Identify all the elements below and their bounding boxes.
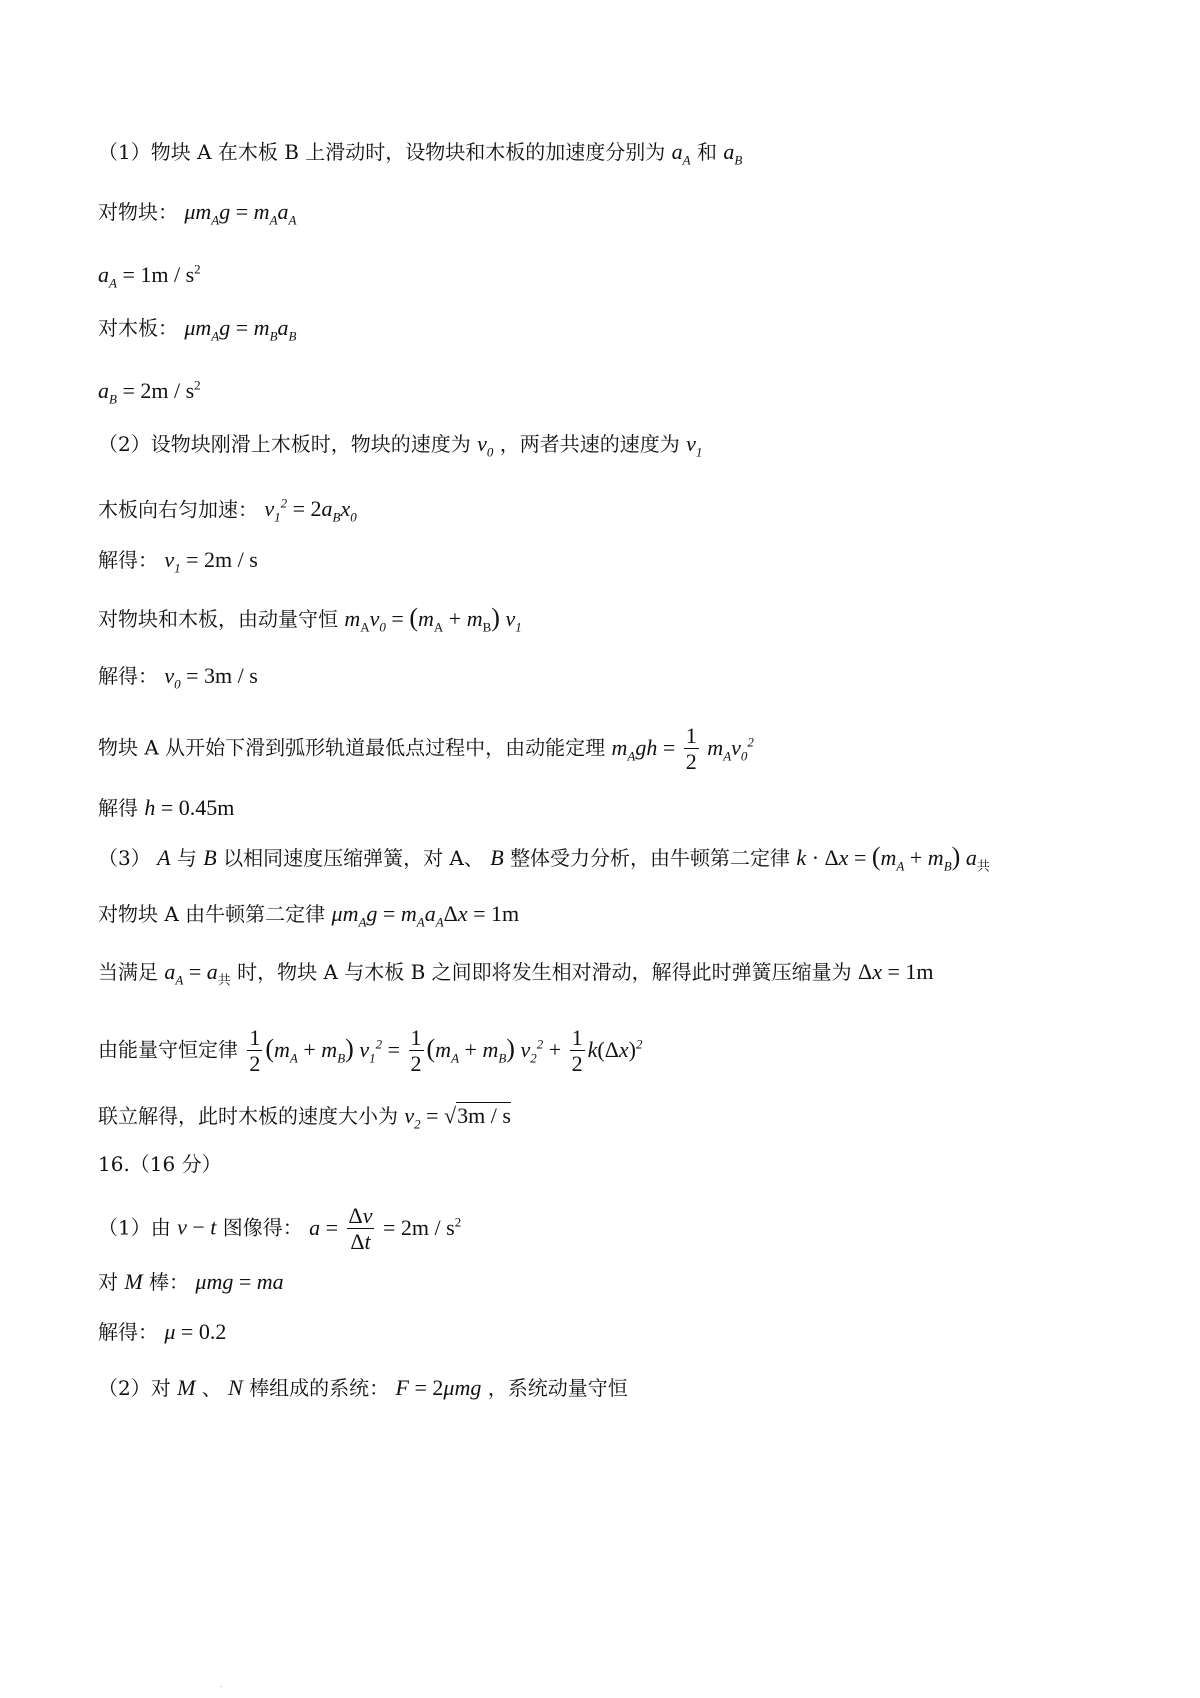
text: 、 (201, 1376, 222, 1400)
line-15 (98, 958, 934, 994)
line-10 (98, 662, 258, 698)
math-eq-board: $\mu m_Ag = m_Ba_B$ (184, 315, 297, 344)
line-8 (98, 546, 258, 582)
footer-mark: . (220, 1680, 223, 1689)
text: （2）对 (98, 1376, 171, 1400)
text: 解得： (98, 1320, 158, 1344)
line-2 (98, 198, 296, 234)
line-4 (98, 314, 296, 350)
math-v1-result: $v_1 = 2m / s$ (164, 547, 258, 576)
math-momentum: $m_Av_0 = (m_A + m_B)$ $v_1$ (344, 603, 522, 635)
text: 解得 (98, 796, 138, 820)
text: （1）物块 A 在木板 B 上滑动时，设物块和木板的加速度分别为 (98, 140, 666, 164)
line-11 (98, 724, 754, 775)
math-newton-block: $\mu m_Ag = m_Aa_A\Delta x = 1m$ (331, 901, 520, 930)
text: （2）设物块刚滑上木板时，物块的速度为 (98, 432, 471, 456)
math-eq-block: $\mu m_Ag = m_Aa_A$ (184, 199, 297, 228)
line-9 (98, 604, 522, 641)
math-kinematics: $v_1^2 = 2a_Bx_0$ (264, 496, 357, 525)
text: （3） (98, 846, 151, 870)
text: 对物块： (98, 200, 178, 224)
question-16-heading (98, 1150, 222, 1178)
text: 当满足 (98, 960, 158, 984)
math-vt: v − t (177, 1214, 217, 1240)
text: 对 (98, 1270, 118, 1294)
text: 和 (696, 140, 717, 164)
text: 整体受力分析，由牛顿第二定律 (510, 846, 791, 870)
math-B2: B (490, 845, 504, 870)
math-v1: $v_1$ (686, 431, 703, 460)
math-aA: $a_A$ (671, 139, 691, 168)
math-friction: μmg = ma (195, 1269, 284, 1294)
line-13 (98, 843, 990, 880)
line-20 (98, 1268, 284, 1296)
text: 以相同速度压缩弹簧，对 A、 (223, 846, 484, 870)
math-B: B (203, 845, 217, 870)
text: 与 (176, 846, 197, 870)
text: 由能量守恒定律 (98, 1037, 238, 1062)
line-16 (98, 1026, 642, 1077)
text: 对木板： (98, 316, 178, 340)
math-M: M (124, 1269, 143, 1294)
math-h-result: h = 0.45m (144, 795, 235, 820)
math-M2: M (177, 1375, 196, 1400)
v2-value: 3m / s (457, 1103, 511, 1128)
aB-value: 2m / s (140, 378, 195, 404)
math-condition: $a_A = a_共$ (164, 959, 231, 988)
aA-value: 1m / s (140, 262, 195, 288)
text: 棒： (149, 1270, 190, 1294)
math-newton-system: $k \cdot \Delta x = (m_A + m_B)$ $a_共$ (796, 842, 990, 874)
math-aB-result: $a_B = 2m / s^2$ (98, 378, 201, 407)
mu-value: 0.2 (198, 1319, 227, 1344)
line-3 (98, 256, 201, 298)
line-17 (98, 1102, 511, 1138)
line-14 (98, 900, 519, 936)
text: ，两者共速的速度为 (499, 432, 680, 456)
math-energy-conservation: $\frac{1}{2}$ $(m_A + m_B) v_1^2$ = $\frac{1}{2}$ $(m_A + m_B) v_2^2$ + $\frac{1}{2}$ $k(\Delta x)^2$ (249, 1025, 643, 1076)
math-aB: $a_B$ (723, 139, 743, 168)
line-1 (98, 138, 742, 174)
text: 时，物块 A 与木板 B 之间即将发生相对滑动，解得此时弹簧压缩量为 (237, 960, 852, 984)
math-mu-result: μ = 0.2 (164, 1319, 227, 1344)
math-acceleration: a = $\frac{\Delta v}{\Delta t}$ = $2m / s^2$ (309, 1203, 462, 1254)
line-22 (98, 1374, 628, 1402)
dx-value: 1m (905, 959, 934, 984)
math-v0-result: $v_0 = 3m / s$ (164, 663, 258, 692)
text: 解得： (98, 548, 158, 572)
text: 对物块 A 由牛顿第二定律 (98, 902, 326, 926)
text: 联立解得，此时木板的速度大小为 (98, 1104, 398, 1128)
h-value: 0.45m (178, 795, 235, 820)
text: 棒组成的系统： (249, 1376, 390, 1400)
line-7 (98, 490, 357, 532)
text: 图像得： (222, 1215, 303, 1240)
math-energy-theorem: $m_Agh$ = $\frac{1}{2}$ $m_Av_0^2$ (611, 723, 754, 774)
math-N: N (228, 1375, 243, 1400)
line-12 (98, 794, 234, 822)
line-5 (98, 372, 201, 414)
text: 16.（16 分） (98, 1152, 222, 1176)
math-force: F = 2μmg (395, 1375, 482, 1400)
v0-value: 3m / s (204, 663, 258, 688)
math-dx-result: Δx = 1m (858, 959, 934, 984)
math-v0: $v_0$ (477, 431, 494, 460)
v1-value: 2m / s (204, 547, 258, 572)
text: 物块 A 从开始下滑到弧形轨道最低点过程中，由动能定理 (98, 735, 606, 760)
math-v2-result: $v_2 = √3m / s$ (404, 1103, 511, 1132)
text: 对物块和木板，由动量守恒 (98, 607, 338, 631)
text: （1）由 (98, 1215, 171, 1240)
text: 木板向右匀加速： (98, 497, 258, 522)
acc-value: 2m / s (400, 1214, 455, 1240)
line-6 (98, 430, 702, 466)
text: 解得： (98, 664, 158, 688)
math-aA-result: $a_A = 1m / s^2$ (98, 262, 201, 291)
text: ，系统动量守恒 (487, 1376, 628, 1400)
line-19 (98, 1204, 461, 1255)
line-21 (98, 1318, 226, 1346)
math-A: A (157, 845, 171, 870)
